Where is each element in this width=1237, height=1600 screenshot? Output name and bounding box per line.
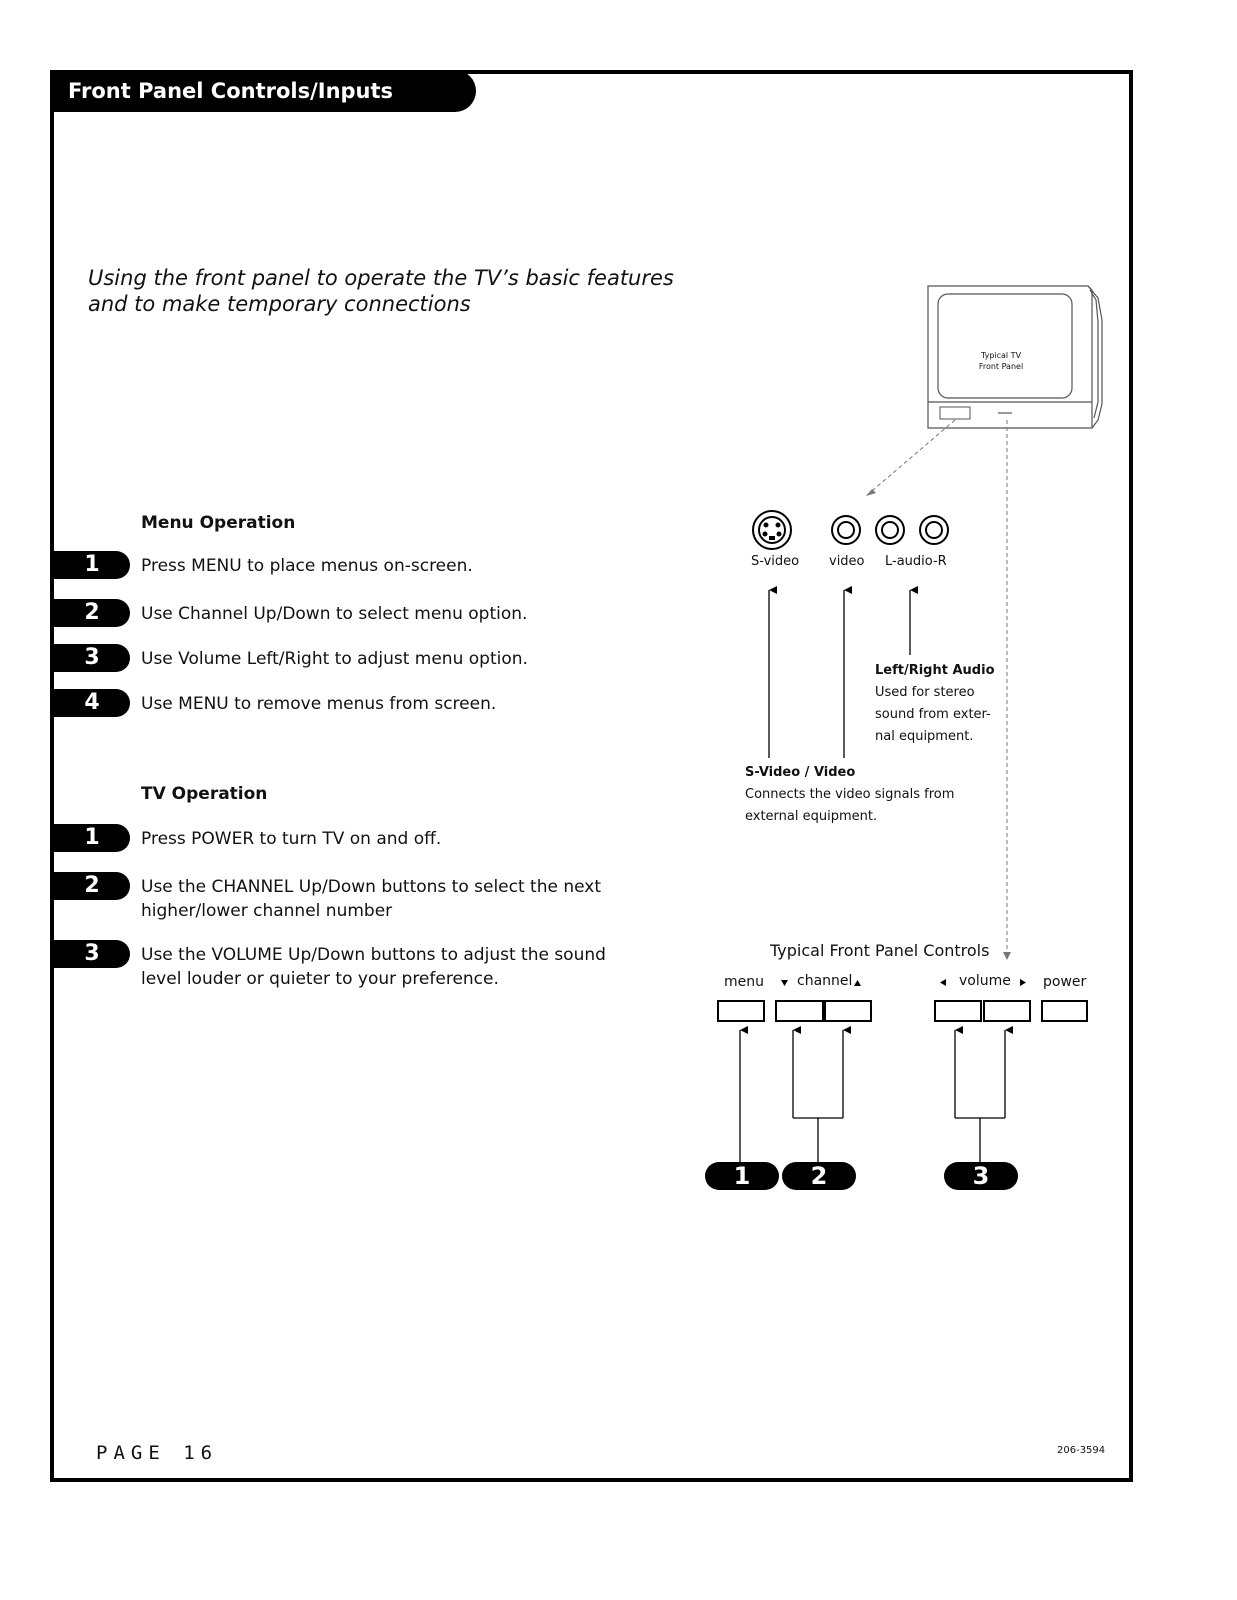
- document-code: 206-3594: [1057, 1445, 1106, 1456]
- callout-3: 3: [944, 1162, 1018, 1190]
- step-text: Press MENU to place menus on-screen.: [141, 556, 473, 576]
- audio-desc-title: Left/Right Audio: [875, 663, 995, 678]
- step-number: 4: [54, 689, 130, 717]
- step-text: Use Volume Left/Right to adjust menu option.: [141, 649, 528, 669]
- audio-label: L-audio-R: [885, 554, 947, 569]
- step-number: 3: [54, 644, 130, 672]
- step-number: 1: [54, 824, 130, 852]
- power-button-illustration: [1042, 1001, 1087, 1021]
- s-video-label: S-video: [751, 554, 800, 569]
- step-number: 2: [54, 872, 130, 900]
- step-text: Use MENU to remove menus from screen.: [141, 694, 497, 714]
- callout-2: 2: [782, 1162, 856, 1190]
- step-number: 2: [54, 599, 130, 627]
- controls-title: Typical Front Panel Controls: [770, 941, 990, 960]
- volume-control-label: volume: [959, 973, 1011, 989]
- tv-operation-heading: TV Operation: [141, 784, 268, 804]
- channel-control-label: channel: [797, 973, 853, 989]
- page-title: Front Panel Controls/Inputs: [50, 70, 476, 112]
- menu-operation-heading: Menu Operation: [141, 513, 296, 533]
- step-number: 3: [54, 940, 130, 968]
- step-number: 1: [54, 551, 130, 579]
- channel-up-button-illustration: [825, 1001, 871, 1021]
- step-text: Use Channel Up/Down to select menu option.: [141, 604, 528, 624]
- step-text: Use the VOLUME Up/Down buttons to adjust the sound level louder or quieter to your preference.: [141, 945, 606, 989]
- video-label: video: [829, 554, 865, 569]
- tv-front-panel-label: Typical TV Front Panel: [978, 351, 1024, 371]
- channel-down-button-illustration: [776, 1001, 823, 1021]
- left-audio-jack: [876, 516, 904, 544]
- page-number: PAGE 16: [96, 1442, 219, 1464]
- volume-right-button-illustration: [984, 1001, 1030, 1021]
- step-text: Press POWER to turn TV on and off.: [141, 829, 442, 849]
- step-text: Use the CHANNEL Up/Down buttons to select the next higher/lower channel number: [141, 877, 602, 921]
- video-jack: [832, 516, 860, 544]
- right-audio-jack: [920, 516, 948, 544]
- callout-1: 1: [705, 1162, 779, 1190]
- video-desc-title: S-Video / Video: [745, 765, 856, 780]
- intro-line-2: and to make temporary connections: [88, 292, 471, 316]
- video-description: S-Video / Video Connects the video signals from external equipment.: [745, 762, 954, 828]
- menu-button-illustration: [718, 1001, 764, 1021]
- s-video-jack: [753, 511, 791, 549]
- menu-control-label: menu: [724, 974, 764, 990]
- audio-description: Left/Right Audio Used for stereo sound from exter- nal equipment.: [875, 660, 995, 748]
- volume-left-button-illustration: [935, 1001, 981, 1021]
- power-control-label: power: [1043, 974, 1087, 990]
- intro-line-1: Using the front panel to operate the TV’s basic features: [88, 266, 674, 290]
